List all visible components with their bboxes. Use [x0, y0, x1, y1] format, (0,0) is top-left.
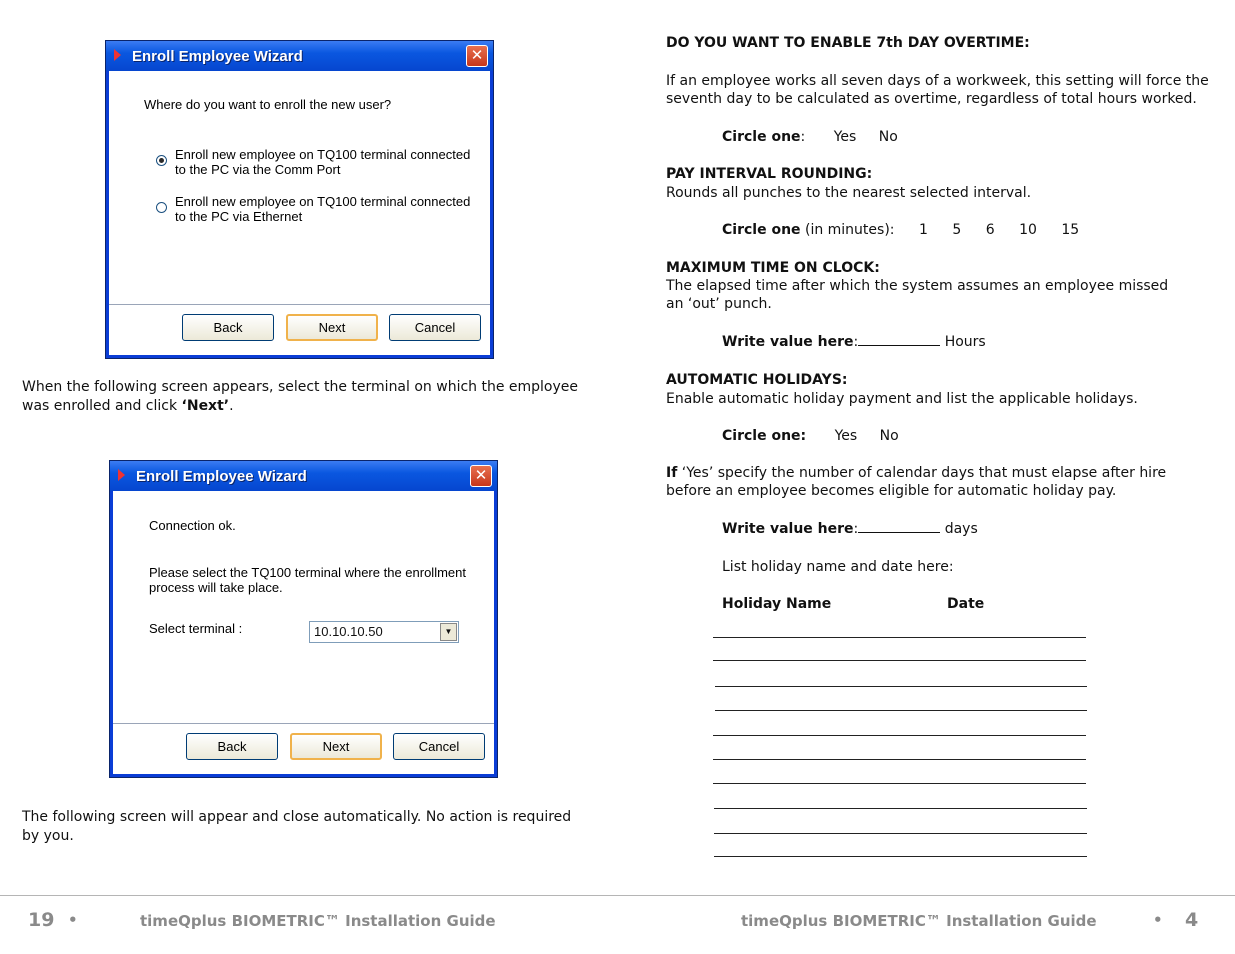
terminal-select-value: 10.10.10.50	[314, 624, 383, 639]
overtime-description: If an employee works all seven days of a workweek, this setting will force the seventh day to be calculated as overtime, regardless of total hours worked.	[666, 73, 1209, 107]
dialog-title-bar[interactable]	[106, 41, 493, 71]
minute-option: 5	[952, 222, 962, 238]
option-ethernet-label[interactable]	[175, 194, 470, 224]
enroll-wizard-dialog-2	[109, 460, 498, 778]
holiday-entry-line	[714, 856, 1087, 857]
holidays-heading: AUTOMATIC HOLIDAYS:	[666, 372, 848, 388]
holiday-entry-line	[713, 759, 1086, 760]
overtime-yes: Yes	[833, 129, 857, 145]
enroll-wizard-dialog-1	[105, 40, 494, 359]
cancel-button[interactable]: Cancel	[393, 733, 485, 760]
next-button[interactable]: Next	[290, 733, 382, 760]
holiday-entry-line	[715, 710, 1087, 711]
option-ethernet-line1: Enroll new employee on TQ100 terminal connected	[175, 194, 471, 209]
close-icon[interactable]: ✕	[466, 45, 488, 67]
close-icon[interactable]: ✕	[470, 465, 492, 487]
instruction-auto-close: The following screen will appear and close automatically. No action is required by you.	[22, 809, 572, 844]
holiday-entry-line	[714, 808, 1087, 809]
left-page-number: 19	[28, 909, 55, 931]
minute-option: 6	[985, 222, 995, 238]
left-footer-title: timeQplus BIOMETRIC™ Installation Guide	[140, 912, 496, 930]
option-comm-port-line1: Enroll new employee on TQ100 terminal connected	[175, 147, 471, 162]
radio-ethernet[interactable]	[156, 202, 167, 213]
instruction-line1: When the following screen appears, select the terminal on which the employee	[22, 379, 579, 395]
holidays-yes: Yes	[834, 428, 858, 444]
option-ethernet-line2: to the PC via Ethernet	[175, 209, 303, 224]
back-button[interactable]: Back	[186, 733, 278, 760]
rounding-circle-one: Circle one (in minutes): 1 5 6 10 15	[722, 222, 1080, 238]
eligibility-description: If ‘Yes’ specify the number of calendar days that must elapse after hire before an employee becomes eligible for automatic holiday pay.	[666, 465, 1167, 499]
right-footer-title: timeQplus BIOMETRIC™ Installation Guide	[741, 912, 1097, 930]
overtime-heading: DO YOU WANT TO ENABLE 7th DAY OVERTIME:	[666, 35, 1030, 51]
chevron-down-icon[interactable]: ▼	[440, 623, 457, 641]
overtime-no: No	[878, 129, 898, 145]
dialog-button-bar	[113, 723, 494, 774]
back-button[interactable]: Back	[182, 314, 274, 341]
holiday-entry-line	[714, 833, 1087, 834]
rounding-description: Rounds all punches to the nearest selected interval.	[666, 185, 1032, 201]
cancel-button[interactable]: Cancel	[389, 314, 481, 341]
holiday-entry-line	[713, 660, 1086, 661]
dialog-title: Enroll Employee Wizard	[132, 48, 303, 65]
days-blank	[858, 520, 940, 533]
select-terminal-label: Select terminal :	[149, 621, 243, 636]
dialog-button-bar	[109, 304, 490, 355]
minute-option: 15	[1061, 222, 1080, 238]
date-header: Date	[947, 596, 985, 612]
holidays-no: No	[879, 428, 899, 444]
maxtime-heading: MAXIMUM TIME ON CLOCK:	[666, 260, 880, 276]
footer-divider	[0, 895, 1235, 896]
radio-comm-port[interactable]	[156, 155, 167, 166]
holidays-circle-one: Circle one: Yes No	[722, 428, 899, 444]
right-page-number: 4	[1185, 909, 1199, 931]
holiday-entry-line	[713, 783, 1086, 784]
dialog-title: Enroll Employee Wizard	[136, 468, 307, 485]
next-emphasis: ‘Next’	[181, 398, 230, 414]
holiday-entry-line	[713, 637, 1086, 638]
terminal-select[interactable]	[309, 621, 459, 643]
overtime-circle-one: Circle one: Yes No	[722, 129, 898, 145]
maxtime-write-value: Write value here: Hours	[722, 334, 986, 350]
wizard-arrow-icon	[114, 49, 121, 61]
holiday-entry-line	[713, 735, 1086, 736]
maxtime-description: The elapsed time after which the system assumes an employee missed an ‘out’ punch.	[666, 278, 1169, 312]
hours-blank	[858, 333, 940, 346]
minute-option: 1	[918, 222, 928, 238]
enroll-question: Where do you want to enroll the new user?	[144, 97, 392, 112]
connection-status: Connection ok.	[149, 518, 236, 533]
minute-option: 10	[1019, 222, 1037, 238]
right-bullet: •	[1153, 911, 1163, 929]
holiday-name-header: Holiday Name	[722, 596, 832, 612]
holiday-entry-line	[715, 686, 1087, 687]
rounding-heading: PAY INTERVAL ROUNDING:	[666, 166, 873, 182]
dialog-title-bar[interactable]	[110, 461, 497, 491]
instruction-line2: was enrolled and click ‘Next’.	[22, 398, 234, 414]
next-button[interactable]: Next	[286, 314, 378, 341]
option-comm-port-line2: to the PC via the Comm Port	[175, 162, 341, 177]
left-bullet: •	[68, 911, 78, 929]
option-comm-port-label[interactable]	[175, 147, 470, 177]
eligibility-write-value: Write value here: days	[722, 521, 978, 537]
wizard-arrow-icon	[118, 469, 125, 481]
select-terminal-instructions: Please select the TQ100 terminal where the enrollment process will take place.	[149, 565, 466, 595]
holidays-description: Enable automatic holiday payment and list the applicable holidays.	[666, 391, 1138, 407]
holiday-list-instructions: List holiday name and date here:	[722, 559, 954, 575]
instruction-select-terminal	[22, 378, 582, 416]
